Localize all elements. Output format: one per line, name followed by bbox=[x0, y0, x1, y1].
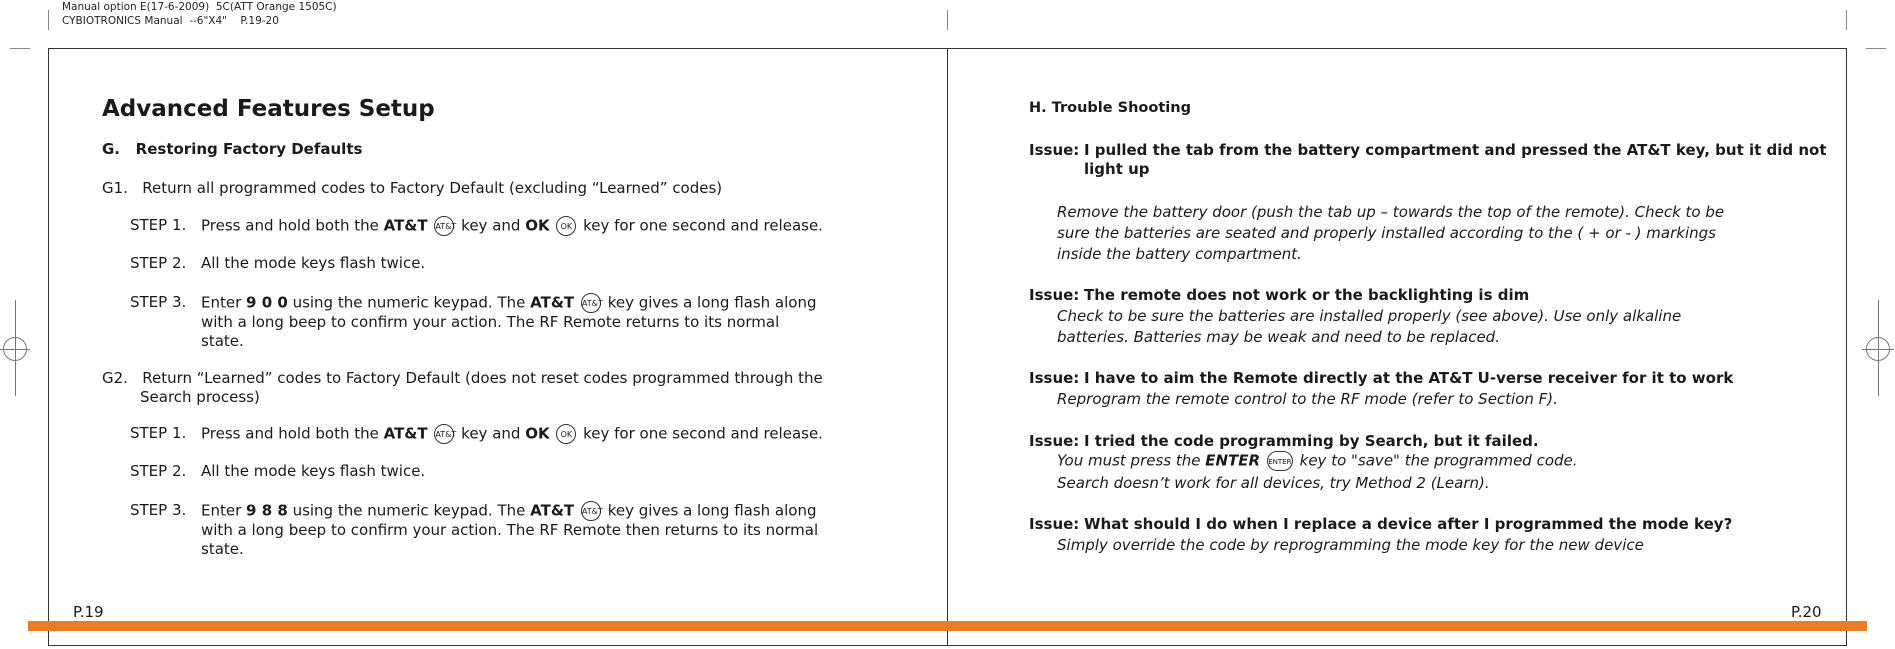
issue-label: Issue: bbox=[1029, 141, 1080, 159]
answer-line: sure the batteries are seated and properly installed according to the ( + or - ) markings bbox=[1057, 224, 1716, 242]
step-number: STEP 2. bbox=[130, 462, 187, 480]
answer-text: key to "save" the programmed code. bbox=[1294, 451, 1578, 470]
issue-question: The remote does not work or the backlighting is dim bbox=[1084, 286, 1530, 304]
g2-heading-cont: Search process) bbox=[140, 388, 260, 406]
step-number: STEP 3. bbox=[130, 293, 187, 311]
page-number-right: P.20 bbox=[1791, 603, 1822, 621]
step-text: Press and hold both the bbox=[201, 424, 384, 443]
step-text: key and bbox=[456, 424, 526, 443]
att-key-icon: AT&T bbox=[434, 424, 454, 444]
issue-4-answer-line-2: Search doesn’t work for all devices, try Method 2 (Learn). bbox=[1057, 474, 1490, 492]
issue-3 bbox=[1029, 369, 1809, 388]
att-key-label: AT&T bbox=[530, 293, 575, 312]
step-text: using the numeric keypad. The bbox=[287, 501, 531, 520]
ok-key-label: OK bbox=[525, 424, 550, 443]
step-text: All the mode keys flash twice. bbox=[201, 462, 426, 480]
step-number: STEP 1. bbox=[130, 216, 187, 234]
crop-mark bbox=[1866, 48, 1886, 49]
step-number: STEP 3. bbox=[130, 501, 187, 519]
issue-4 bbox=[1029, 432, 1809, 451]
issue-question: I tried the code programming by Search, but it failed. bbox=[1084, 432, 1539, 450]
crop-mark bbox=[947, 10, 948, 30]
step-text: key gives a long flash along with a long beep to confirm your action. The RF Remote returns to its normal state. bbox=[201, 293, 817, 350]
step-text: Enter bbox=[201, 293, 247, 312]
att-key-icon: AT&T bbox=[434, 216, 454, 236]
enter-key-icon: ENTER bbox=[1267, 451, 1293, 471]
print-header-line-1: Manual option E(17-6-2009) 5C(ATT Orange 1505C) bbox=[62, 1, 337, 13]
issue-5-answer: Simply override the code by reprogramming the mode key for the new device bbox=[1057, 536, 1644, 554]
step-text: key for one second and release. bbox=[578, 216, 823, 235]
issue-label: Issue: bbox=[1029, 515, 1080, 533]
issue-question: What should I do when I replace a device after I programmed the mode key? bbox=[1084, 515, 1733, 533]
step-text: key for one second and release. bbox=[578, 424, 823, 443]
ok-key-label: OK bbox=[525, 216, 550, 235]
step-text: key and bbox=[456, 216, 526, 235]
g1-heading: G1. Return all programmed codes to Factory Default (excluding “Learned” codes) bbox=[102, 179, 723, 197]
issue-5 bbox=[1029, 515, 1809, 534]
enter-key-label: ENTER bbox=[1205, 451, 1261, 470]
ok-key-icon: OK bbox=[556, 216, 576, 236]
issue-4-answer bbox=[1057, 451, 1578, 471]
step-text: using the numeric keypad. The bbox=[287, 293, 531, 312]
step-text: All the mode keys flash twice. bbox=[201, 254, 426, 272]
crop-mark bbox=[10, 48, 30, 49]
step-text: Press and hold both the bbox=[201, 216, 384, 235]
answer-line: inside the battery compartment. bbox=[1057, 245, 1302, 263]
registration-mark-line bbox=[1878, 300, 1879, 396]
step-number: STEP 1. bbox=[130, 424, 187, 442]
answer-line: batteries. Batteries may be weak and need to be replaced. bbox=[1057, 328, 1500, 346]
issue-question: I have to aim the Remote directly at the AT&T U-verse receiver for it to work bbox=[1084, 369, 1734, 387]
issue-2-answer bbox=[1057, 306, 1681, 348]
crop-mark bbox=[1846, 10, 1847, 30]
answer-text: You must press the bbox=[1057, 451, 1206, 470]
g2-heading: G2. Return “Learned” codes to Factory Default (does not reset codes programmed through the bbox=[102, 369, 823, 387]
step-text: Enter bbox=[201, 501, 247, 520]
ok-key-icon: OK bbox=[556, 424, 576, 444]
crop-mark bbox=[48, 10, 49, 30]
page-title: Advanced Features Setup bbox=[102, 96, 435, 122]
issue-question: I pulled the tab from the battery compartment and pressed the AT&T key, but it did not bbox=[1084, 141, 1827, 159]
att-key-icon: AT&T bbox=[581, 501, 601, 521]
issue-question-cont: light up bbox=[1084, 160, 1150, 178]
issue-1 bbox=[1029, 141, 1827, 179]
orange-bar bbox=[28, 621, 1867, 631]
issue-label: Issue: bbox=[1029, 286, 1080, 304]
step-number: STEP 2. bbox=[130, 254, 187, 272]
registration-mark-line bbox=[15, 300, 16, 396]
answer-line: Check to be sure the batteries are installed properly (see above). Use only alkaline bbox=[1057, 307, 1682, 325]
code-value: 9 0 0 bbox=[246, 293, 288, 312]
att-key-label: AT&T bbox=[530, 501, 575, 520]
issue-label: Issue: bbox=[1029, 432, 1080, 450]
issue-2 bbox=[1029, 286, 1809, 305]
att-key-label: AT&T bbox=[383, 216, 428, 235]
print-header-line-2: CYBIOTRONICS Manual --6"X4" P.19-20 bbox=[62, 15, 279, 27]
page-divider bbox=[947, 48, 948, 646]
att-key-label: AT&T bbox=[383, 424, 428, 443]
issue-1-answer bbox=[1057, 202, 1724, 265]
issue-label: Issue: bbox=[1029, 369, 1080, 387]
att-key-icon: AT&T bbox=[581, 293, 601, 313]
issue-3-answer: Reprogram the remote control to the RF mode (refer to Section F). bbox=[1057, 390, 1558, 408]
page-number-left: P.19 bbox=[73, 603, 104, 621]
answer-line: Remove the battery door (push the tab up – towards the top of the remote). Check to be bbox=[1057, 203, 1725, 221]
section-heading-h: H. Trouble Shooting bbox=[1029, 100, 1191, 116]
step-text: key gives a long flash along with a long beep to confirm your action. The RF Remote then returns to its normal state. bbox=[201, 501, 819, 558]
code-value: 9 8 8 bbox=[246, 501, 288, 520]
section-heading-g: G. Restoring Factory Defaults bbox=[102, 140, 363, 158]
